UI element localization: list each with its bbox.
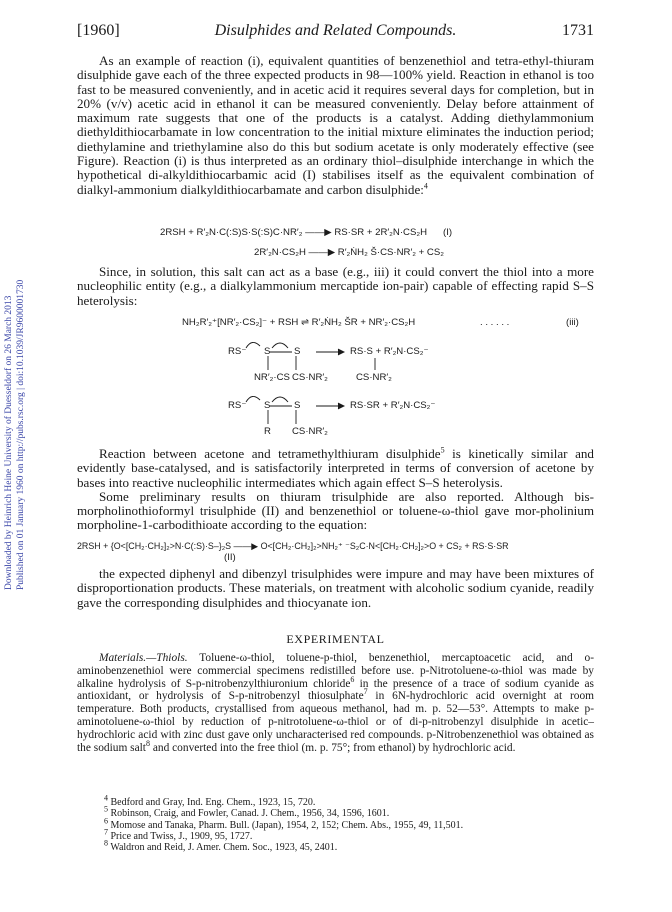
mechanism-1-sulfur-2: S	[294, 346, 301, 357]
paragraph-1-block	[77, 54, 594, 197]
ref-8: 8	[145, 738, 150, 748]
paragraph-6: Materials.—Thiols. Toluene-ω-thiol, toluene-p-thiol, benzenethiol, mercaptoacetic acid, and o-aminobenzenethiol were commercial specimens redistilled before use. p-Nitrotoluene-ω-thiol was made by alkaline hydrolysis of S-p-nitrobenzylthiuronium chloride$^6$ in the presence of a trace of sodium cyanide as antioxidant, or hydrolysis of S-p-nitrobenzyl thiosulphate$^7$ in 6N-hydrochloric acid overnight at room temperature. Both products, crystallised from aqueous methanol, had m. p. 52—53°. Attempts to make p-aminotoluene-ω-thiol by reduction of p-nitrotoluene-ω-thiol or of di-p-nitrobenzyl disulphide in acetic–hydrochloric acid with zinc dust gave only uncharacterised red compounds. p-Nitrobenzenethiol was obtained as the sodium salt$^8$ and converted into the free thiol (m. p. 75°; from ethanol) by hydrochloric acid.	[77, 652, 595, 754]
materials-run-in-head: Materials.—Thiols.	[99, 652, 188, 664]
paragraph-2: Since, in solution, this salt can act as a base (e.g., iii) it could convert the thiol into a more nucleophilic entity (e.g., a dialkylammonium mercaptide ion-pair) capable of effecting rapid S–S heterolysis:	[77, 264, 594, 308]
publication-doi-notice[interactable]: Published on 01 January 1960 on http://pubs.rsc.org | doi:10.1039/JR9600001730	[16, 279, 26, 590]
mechanism-1-product-bond	[372, 356, 378, 372]
mechanism-1-substituent-1: NR′₂·CS	[254, 372, 290, 383]
header-page-number: 1731	[562, 22, 594, 39]
mechanism-1-product-substituent: CS·NR′₂	[356, 372, 392, 383]
equation-1-number: (I)	[443, 227, 453, 238]
download-notice-sidebar	[2, 150, 28, 590]
paragraph-6-block	[77, 652, 594, 754]
equation-3-number: (iii)	[566, 317, 579, 328]
mechanism-1-products: RS·S + R′₂N·CS₂⁻	[350, 346, 429, 357]
paragraph-5-block	[77, 567, 594, 610]
download-notice[interactable]: Downloaded by Heinrich Heine University of Duesseldorf on 26 March 2013	[4, 295, 14, 590]
mechanism-1-sulfur-1: S	[264, 346, 271, 357]
paragraph-5: the expected diphenyl and dibenzyl trisulphides were impure and may have been mixtures of disproportionation products. These materials, on treatment with alcoholic sodium cyanide, readily gave the corresponding disulphides and thiocyanate ion.	[77, 566, 594, 610]
mechanism-2-sulfur-2: S	[294, 400, 301, 411]
equation-1: 2RSH + R′₂N·C(:S)S·S(:S)C·NR′₂ ——▶ RS·SR + 2R′₂N·CS₂H	[160, 227, 427, 238]
mechanism-1-curly-arrow-a	[246, 342, 260, 348]
mechanism-1-thiolate: RS⁻	[228, 346, 247, 357]
mechanism-2-curly-arrow-a	[246, 396, 260, 402]
footnotes	[104, 793, 594, 854]
paragraph-3: Reaction between acetone and tetramethylthiuram disulphide$^5$ is kinetically similar and evidently base-catalysed, and is satisfactorily interpreted in terms of conversion of acetone by bases into reactive nucleophilic intermediates which again effect S–S heterolysis.	[77, 445, 594, 490]
mechanism-1-curly-arrow-b	[272, 343, 288, 348]
paragraph-1: As an example of reaction (i), equivalent quantities of benzenethiol and tetra-ethyl-thiuram disulphide gave each of the three expected products in 98—100% yield. Reaction in ethanol is too fast to be measured conveniently, and in acetic acid it requires several days for completion, but in 20% (v/v) acetic acid in ethanol it can be measured conveniently. Delay before attainment of maximum rate suggests that one of the products is a catalyst. Adding diethylammonium diethyldithiocarbamate in low concentration to the initial mixture eliminates the induction period; diethylamine and triethylamine also do this but sodium acetate is only moderately effective (see Figure). Reaction (i) is thus interpreted as an ordinary thiol–disulphide interchange in which the hypothetical di-alkyldithiocarbamic acid (I) stabilises itself as the equivalent combination of dialkyl-ammonium dialkyldithiocarbamate and carbon disulphide:$^4$	[77, 53, 594, 197]
mechanism-1-arrow-head	[338, 349, 344, 355]
footnote-7: $^7$ Price and Twiss, J., 1909, 95, 1727.	[104, 827, 253, 842]
footnote-4: $^4$ Bedford and Gray, Ind. Eng. Chem., 1923, 15, 720.	[104, 793, 316, 808]
mechanism-2-arrow-head	[338, 403, 344, 409]
paragraph-4: Some preliminary results on thiuram trisulphide are also reported. Although bis-morpholinothioformyl trisulphide (II) and benzenethiol or toluene-ω-thiol gave mor-pholinium morpholine-1-carbodithioate according to the equation:	[77, 488, 594, 533]
equation-4-label: (II)	[224, 552, 236, 563]
paragraph-3-block	[77, 447, 594, 533]
mechanism-2-products: RS·SR + R′₂N·CS₂⁻	[350, 400, 436, 411]
ref-4: 4	[423, 181, 428, 191]
mechanism-2-sulfur-1: S	[264, 400, 271, 411]
footnote-8: $^8$ Waldron and Reid, J. Amer. Chem. Soc., 1923, 45, 2401.	[104, 838, 338, 854]
header-year: [1960]	[77, 22, 120, 39]
running-header	[77, 22, 594, 46]
equation-3: NH₂R′₂⁺[NR′₂·CS₂]⁻ + RSH ⇌ R′₂ṄH₂ ŠR + NR′₂·CS₂H	[182, 317, 416, 328]
footnote-5: $^5$ Robinson, Craig, and Fowler, Canad. J. Chem., 1956, 34, 1596, 1601.	[104, 804, 390, 820]
experimental-heading: EXPERIMENTAL	[286, 632, 385, 646]
ref-5: 5	[440, 445, 445, 455]
paragraph-2-block	[77, 265, 594, 308]
mechanism-1-substituent-2: CS·NR′₂	[292, 372, 328, 383]
header-title: Disulphides and Related Compounds.	[214, 22, 457, 39]
mechanism-2-curly-arrow-b	[272, 397, 288, 402]
mechanism-2-substituent-2: CS·NR′₂	[292, 426, 328, 437]
equation-4: 2RSH + {O<[CH₂·CH₂]₂>N·C(:S)·S–}₂S ——▶ O<[CH₂·CH₂]₂>NH₂⁺ ⁻S₂C·N<[CH₂·CH₂]₂>O + CS₂ + RS·S·SR	[77, 541, 509, 551]
equation-3-leader: . . . . . .	[480, 317, 510, 328]
mechanism-2-substituent-1: R	[264, 426, 271, 437]
mechanism-2-thiolate: RS⁻	[228, 400, 247, 411]
footnote-6: $^6$ Momose and Tanaka, Pharm. Bull. (Japan), 1954, 2, 152; Chem. Abs., 1955, 49, 11,501.	[104, 816, 464, 831]
ref-6: 6	[350, 674, 355, 684]
equation-2: 2R′₂N·CS₂H ——▶ R′₂ṄH₂ Š·CS·NR′₂ + CS₂	[254, 247, 444, 258]
ref-7: 7	[363, 687, 368, 697]
